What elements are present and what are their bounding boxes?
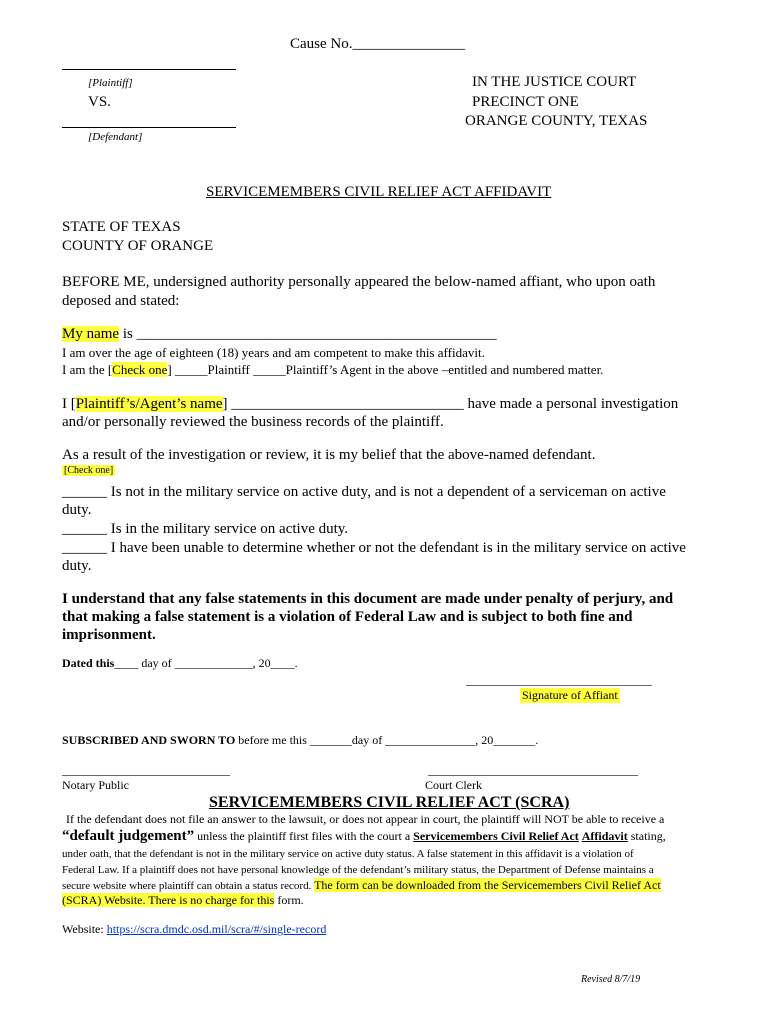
age-statement: I am over the age of eighteen (18) years and am competent to make this affidavit. [62,345,485,360]
download-note-highlight: The form can be downloaded from the Servicemembers Civil Relief Act [314,878,661,892]
no-charge-highlight: (SCRA) Website. There is no charge for this [62,893,275,907]
option-unable-to-determine-cont: duty. [62,558,92,574]
defendant-hint: [Defendant] [88,131,143,143]
agent-name-highlight: Plaintiff’s/Agent’s name [75,396,223,412]
venue-county: COUNTY OF ORANGE [62,238,214,254]
default-judgement-term: “default judgement” [62,828,195,844]
dated-line: Dated this____ day of _____________, 20____. [62,656,298,670]
scra-para-line-4: Federal Law. If a plaintiff does not have personal knowledge of the defendant’s military status, the Department of Defense maintains a [62,864,654,876]
affidavit-title: SERVICEMEMBERS CIVIL RELIEF ACT AFFIDAVIT [206,184,552,200]
revision-date: Revised 8/7/19 [581,974,641,985]
signature-label: Signature of Affiant [522,688,618,702]
versus-label: VS. [88,94,111,110]
intro-line-2: deposed and stated: [62,293,180,309]
check-one-tag: [Check one] [64,465,114,476]
scra-para-line-3: under oath, that the defendant is not in the military service on active duty status. A false statement in this affidavit is a violation of [62,848,634,860]
intro-line-1: BEFORE ME, undersigned authority personally appeared the below-named affiant, who upon oath [62,274,656,290]
plaintiff-blank-line [62,69,236,70]
clerk-signature-line: ___________________________________ [428,763,638,777]
option-unable-to-determine: ______ I have been unable to determine whether or not the defendant is in the military service on active [62,540,686,556]
my-name-blank: is ________________________________________________ [119,326,497,342]
scra-website-link[interactable]: https://scra.dmdc.osd.mil/scra/#/single-record [106,922,327,936]
option-not-in-service-cont: duty. [62,502,92,518]
scra-heading: SERVICEMEMBERS CIVIL RELIEF ACT (SCRA) [209,794,570,811]
option-not-in-service: ______ Is not in the military service on active duty, and is not a dependent of a serviceman on active [62,484,666,500]
option-in-service: ______ Is in the military service on active duty. [62,521,349,537]
court-name: IN THE JUSTICE COURT [472,74,637,90]
affidavit-term: Affidavit [581,829,628,843]
my-name-line [62,326,497,343]
perjury-line-1: I understand that any false statements in this document are made under penalty of perjury, and [62,591,674,607]
court-precinct: PRECINCT ONE [472,94,579,110]
scra-para-line-6: (SCRA) Website. There is no charge for this form. [62,893,304,907]
website-line: Website: https://scra.dmdc.osd.mil/scra/#/single-record [62,922,327,936]
role-selection-line: I am the [Check one] _____Plaintiff _____Plaintiff’s Agent in the above –entitled and numbered matter. [62,362,604,377]
scra-para-line-5: secure website where plaintiff can obtain a status record. The form can be downloaded from the Servicemembers Civil Relief Act [62,878,661,892]
plaintiff-hint: [Plaintiff] [88,77,133,89]
belief-statement: As a result of the investigation or review, it is my belief that the above-named defendant. [62,447,596,463]
clerk-label: Court Clerk [425,778,482,792]
sworn-line: SUBSCRIBED AND SWORN TO before me this _______day of _______________, 20_______. [62,733,539,747]
court-county: ORANGE COUNTY, TEXAS [465,113,648,129]
scra-act-term: Servicemembers Civil Relief Act [413,829,579,843]
cause-number: Cause No._______________ [290,36,465,52]
defendant-blank-line [62,127,236,128]
check-one-highlight: Check one [112,362,168,377]
signature-line: _______________________________ [466,673,652,687]
perjury-line-3: imprisonment. [62,627,156,643]
notary-label: Notary Public [62,778,129,792]
scra-para-line-2: “default judgement” unless the plaintiff first files with the court a Servicemembers Civil Relief Act Affidavit stating, [62,828,666,844]
venue-state: STATE OF TEXAS [62,219,181,235]
my-name-highlight: My name [62,326,120,342]
investigation-line-2: and/or personally reviewed the business records of the plaintiff. [62,414,444,430]
investigation-line-1: I [Plaintiff’s/Agent’s name] _______________________________ have made a personal investigation [62,396,679,412]
scra-para-line-1: If the defendant does not file an answer to the lawsuit, or does not appear in court, the plaintiff will NOT be able to receive a [66,812,665,826]
perjury-line-2: that making a false statement is a violation of Federal Law and is subject to both fine and [62,609,633,625]
notary-signature-line: ____________________________ [62,763,230,777]
